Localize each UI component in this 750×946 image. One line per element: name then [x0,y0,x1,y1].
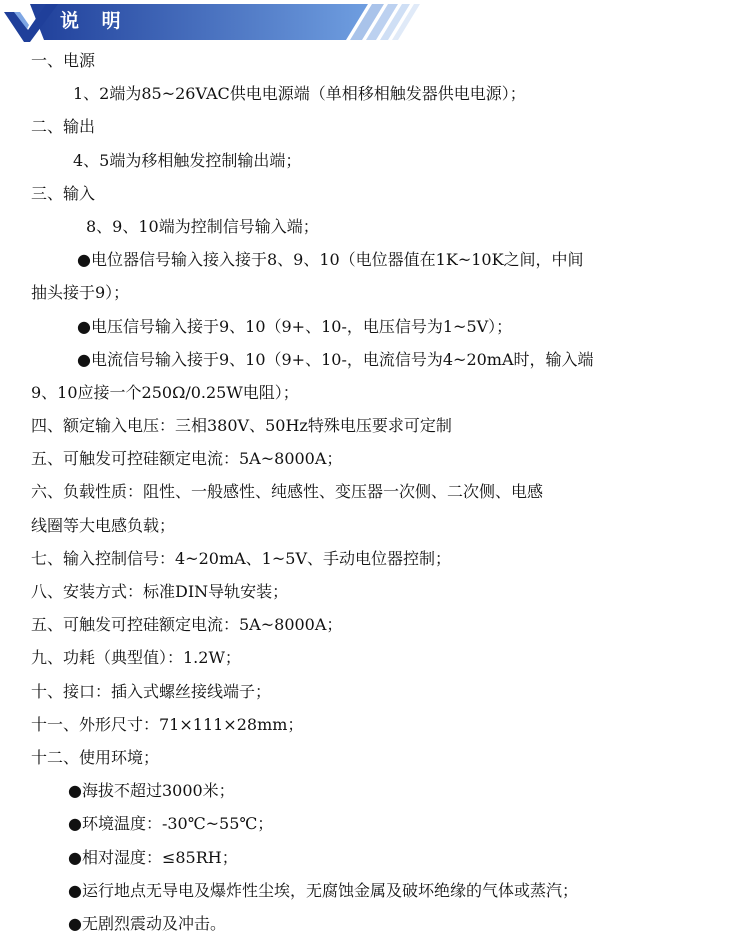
spec-line: ●相对湿度：≤85RH； [68,847,238,867]
spec-line: 十一、外形尺寸：71×111×28mm； [31,714,304,734]
spec-line: 九、功耗（典型值）：1.2W； [31,648,241,668]
spec-line: 十、接口：插入式螺丝接线端子； [31,681,272,701]
spec-line: 一、电源 [31,51,96,70]
spec-line: 4、5端为移相触发控制输出端； [73,150,302,170]
spec-line: 9、10应接一个250Ω/0.25W电阻）； [31,382,299,402]
spec-line: ●运行地点无导电及爆炸性尘埃，无腐蚀金属及破坏绝缘的气体或蒸汽； [68,880,578,900]
spec-line: 六、负载性质：阻性、一般感性、纯感性、变压器一次侧、二次侧、电感 [31,482,544,502]
header-title: 说 明 [60,10,129,32]
spec-line: 三、输入 [31,183,96,203]
spec-line: 抽头接于9）； [31,283,130,303]
spec-line: ●电压信号输入接于9、10（9+、10-，电压信号为1~5V）； [77,316,513,336]
spec-line: 1、2端为85~26VAC供电电源端（单相移相触发器供电电源）； [73,84,526,104]
spec-line: 七、输入控制信号：4~20mA、1~5V、手动电位器控制； [31,548,451,568]
section-header [0,0,750,44]
spec-line: ●电流信号输入接于9、10（9+、10-，电流信号为4~20mA时，输入端 [77,349,594,369]
spec-list [0,44,750,940]
spec-line: 8、9、10端为控制信号输入端； [86,216,319,236]
spec-line: ●环境温度：-30℃~55℃； [68,814,274,834]
spec-line: ●电位器信号输入接入接于8、9、10（电位器值在1K~10K之间，中间 [77,250,584,270]
spec-line: ●无剧烈震动及冲击。 [68,913,226,933]
spec-line: 线圈等大电感负载； [31,515,176,535]
spec-line: 二、输出 [31,117,96,137]
spec-line: ●海拔不超过3000米； [68,781,235,801]
spec-line: 五、可触发可控硅额定电流：5A~8000A； [31,449,343,469]
spec-line: 十二、使用环境； [31,747,160,767]
spec-line: 四、额定输入电压：三相380V、50Hz特殊电压要求可定制 [31,416,452,436]
spec-line: 八、安装方式：标准DIN导轨安装； [31,582,289,601]
spec-line: 五、可触发可控硅额定电流：5A~8000A； [31,615,343,635]
